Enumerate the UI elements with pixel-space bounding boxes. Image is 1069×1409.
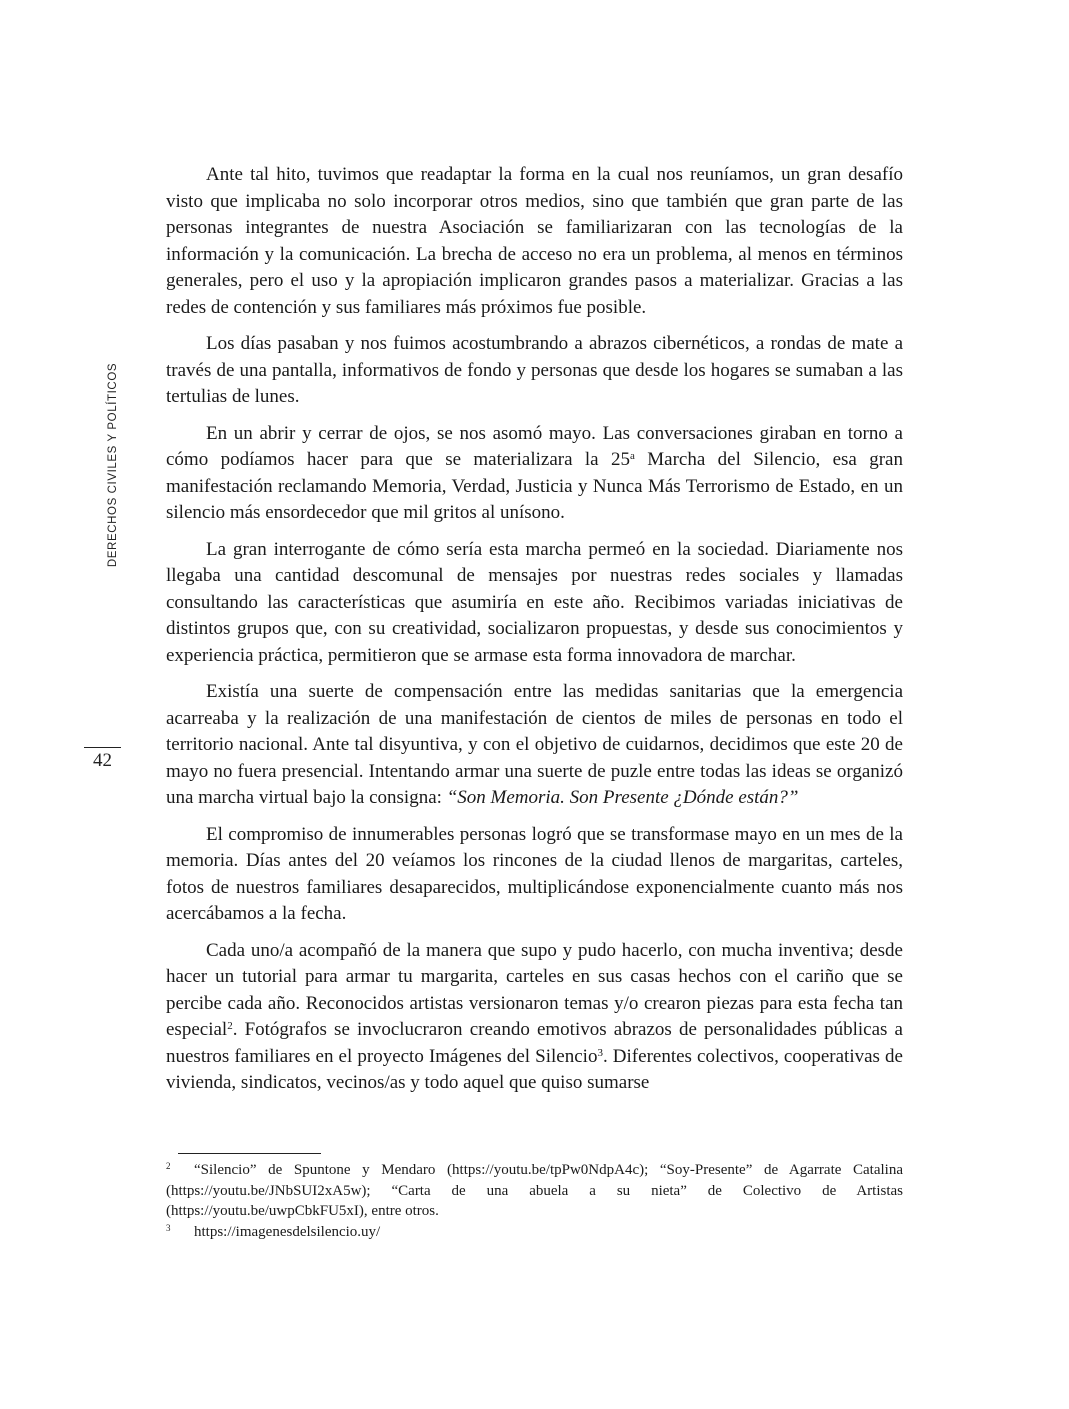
paragraph-1: Ante tal hito, tuvimos que readaptar la forma en la cual nos reuníamos, un gran desafío visto que implicaba no solo incorporar otros medios, sino que también que gran parte de las personas integrantes de nuestra Asociación se familiarizaran con las tecnologías de la información y la comunicación. La brecha de acceso no era un problema, al menos en términos generales, pero el uso y la apropiación implicaron grandes pasos a materializar. Gracias a las redes de contención y sus familiares más próximos fue posible. xyxy=(166,164,903,318)
paragraph-5-text: Existía una suerte de compensación entre las medidas sanitarias que la emergencia acarreaba y la realización de una manifestación de cientos de miles de personas en todo el territorio nacional. Ante tal disyuntiva, y con el objetivo de cuidarnos, decidimos que este 20 de mayo no fuera presencial. Intentando armar una suerte de puzle entre todas las ideas se organizó una marcha virtual bajo la consigna: xyxy=(166,681,903,808)
paragraph-3 xyxy=(166,421,903,527)
paragraph-3-text-a: En un abrir y cerrar de ojos, se nos asomó mayo. Las conversaciones giraban en torno a cómo podíamos hacer para que se materializara la 25 xyxy=(166,422,903,470)
footnote-2: 2 “Silencio” de Spuntone y Mendaro (https://youtu.be/tpPw0NdpA4c); “Soy-Presente” de Agarrate Catalina (https://youtu.be/JNbSUI2xA5w); “Carta de una abuela a su nieta” de Colectivo de Artistas (https://youtu.be/uwpCbkFU5xI), entre otros. xyxy=(166,1161,903,1219)
page-number: 42 xyxy=(93,750,112,771)
paragraph-6: El compromiso de innumerables personas logró que se transformase mayo en un mes de la memoria. Días antes del 20 veíamos los rincones de la ciudad llenos de margaritas, carteles, fotos de nuestros familiares desaparecidos, multiplicándose exponencialmente cuanto más nos acercábamos a la fecha. xyxy=(166,823,903,924)
paragraph-7-text-c: . Diferentes colectivos, cooperativas de vivienda, sindicatos, vecinos/as y todo aquel que quiso sumarse xyxy=(166,1045,903,1093)
section-running-head: DERECHOS CIVILES Y POLÍTICOS xyxy=(107,362,119,568)
paragraph-7-text-b: . Fotógrafos se invoclucraron creando emotivos abrazos de personalidades públicas a nuestros familiares en el proyecto Imágenes del Silencio xyxy=(166,1019,903,1067)
paragraph-3-text-b: Marcha del Silencio, esa gran manifestación reclamando Memoria, Verdad, Justicia y Nunca Más Terrorismo de Estado, en un silencio más ensordecedor que mil gritos al unísono. xyxy=(166,449,903,523)
ordinal-superscript: a xyxy=(629,450,635,462)
footnote-3: 3 https://imagenesdelsilencio.uy/ xyxy=(166,1222,381,1240)
body-text xyxy=(166,162,903,1097)
footnote-link[interactable]: https://imagenesdelsilencio.uy/ xyxy=(194,1223,381,1240)
paragraph-2: Los días pasaban y nos fuimos acostumbrando a abrazos cibernéticos, a rondas de mate a través de una pantalla, informativos de fondo y personas que desde los hogares se sumaban a las tertulias de lunes. xyxy=(166,333,903,407)
paragraph-7 xyxy=(166,938,903,1097)
slogan: “Son Memoria. Son Presente ¿Dónde están?” xyxy=(446,787,799,808)
footnotes xyxy=(166,1160,903,1242)
footnote-ref-2[interactable]: 2 xyxy=(227,1020,233,1032)
paragraph-4: La gran interrogante de cómo sería esta marcha permeó en la sociedad. Diariamente nos llegaba una cantidad descomunal de mensajes por nuestras redes sociales y llamadas consultando las características que asumiría en este año. Recibimos variadas iniciativas de distintos grupos que, con su creatividad, socializaron propuestas, y desde sus conocimientos y experiencia práctica, permitieron que se armase esta forma innovadora de marchar. xyxy=(166,538,903,666)
paragraph-7-text-a: Cada uno/a acompañó de la manera que supo y pudo hacerlo, con mucha inventiva; desde hacer un tutorial para armar tu margarita, carteles en sus casas hechos con el cariño que se percibe cada año. Reconocidos artistas versionaron temas y/o crearon piezas para esta fecha tan especial xyxy=(166,939,903,1040)
page-number-rule xyxy=(84,747,121,748)
paragraph-5 xyxy=(166,679,903,812)
footnote-ref-3[interactable]: 3 xyxy=(597,1046,603,1059)
footnote-separator xyxy=(178,1153,321,1154)
footnote-text: “Silencio” de Spuntone y Mendaro (https://youtu.be/tpPw0NdpA4c); “Soy-Presente” de Agarrate Catalina (https://youtu.be/JNbSUI2xA5w); “Carta de una abuela a su nieta” de Colectivo de Artistas (https://youtu.be/uwpCbkFU5xI), entre otros. xyxy=(166,1162,903,1219)
